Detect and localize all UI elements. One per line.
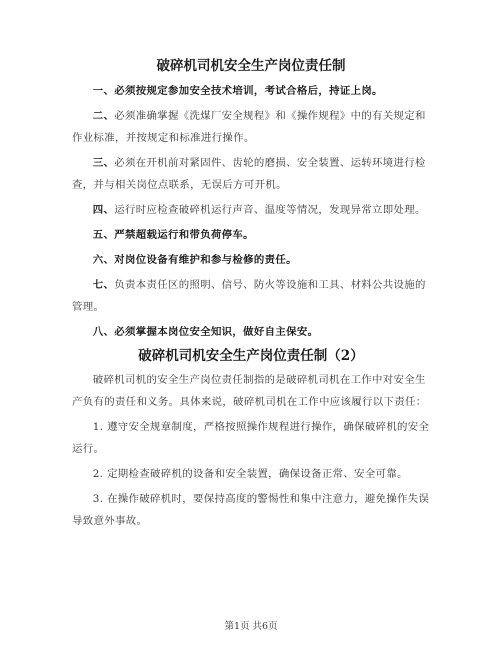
item-7 (72, 274, 430, 318)
item-7-number: 七、 (92, 279, 115, 291)
item-1-text: 必须按规定参加安全技术培训，考试合格后，持证上岗。 (114, 85, 383, 97)
item-8-text: 必须掌握本岗位安全知识，做好自主保安。 (114, 326, 319, 338)
item-8 (72, 321, 430, 343)
document-body (72, 50, 430, 535)
section-2-title: 破碎机司机安全生产岗位责任制（2） (138, 348, 364, 364)
item-2-text: 必须准确掌握《洗煤厂安全规程》和《操作规程》中的有关规定和作业标准，并按规定和标准进行操作。 (72, 110, 426, 144)
item-1 (72, 80, 430, 102)
item-4-number: 四、 (92, 204, 115, 216)
duty-3-paragraph: 3. 在操作破碎机时，要保持高度的警惕性和集中注意力，避免操作失误导致意外事故。 (72, 493, 430, 527)
item-1-number: 一、 (92, 85, 115, 97)
item-5-number: 五、 (92, 229, 115, 241)
item-3-text: 必须在开机前对紧固件、齿轮的磨损、安全装置、运转环境进行检查，并与相关岗位点联系，无误后方可开机。 (72, 157, 426, 191)
item-5 (72, 224, 430, 246)
item-4 (72, 199, 430, 221)
item-4-text: 运行时应检查破碎机运行声音、温度等情况，发现异常立即处理。 (114, 204, 426, 216)
duty-2-paragraph: 2. 定期检查破碎机的设备和安全装置，确保设备正常、安全可靠。 (92, 468, 408, 480)
item-2-number: 二、 (92, 110, 115, 122)
item-8-number: 八、 (92, 326, 115, 338)
item-6-number: 六、 (92, 254, 115, 266)
intro-paragraph: 破碎机司机的安全生产岗位责任制指的是破碎机司机在工作中对安全生产负有的责任和义务。具体来说，破碎机司机在工作中应该履行以下责任： (72, 374, 427, 408)
item-6 (72, 249, 430, 271)
item-3 (72, 152, 430, 196)
item-3-number: 三、 (92, 157, 115, 169)
item-7-text: 负责本责任区的照明、信号、防火等设施和工具、材料公共设施的管理。 (72, 279, 426, 313)
item-5-text: 严禁超载运行和带负荷停车。 (114, 229, 254, 241)
document-title: 破碎机司机安全生产岗位责任制 (156, 58, 346, 74)
item-6-text: 对岗位设备有维护和参与检修的责任。 (114, 254, 297, 266)
page-number-footer: 第1页 共6页 (224, 621, 278, 632)
duty-1-paragraph: 1. 遵守安全规章制度，严格按照操作规程进行操作，确保破碎机的安全运行。 (72, 421, 430, 455)
item-2 (72, 105, 430, 149)
